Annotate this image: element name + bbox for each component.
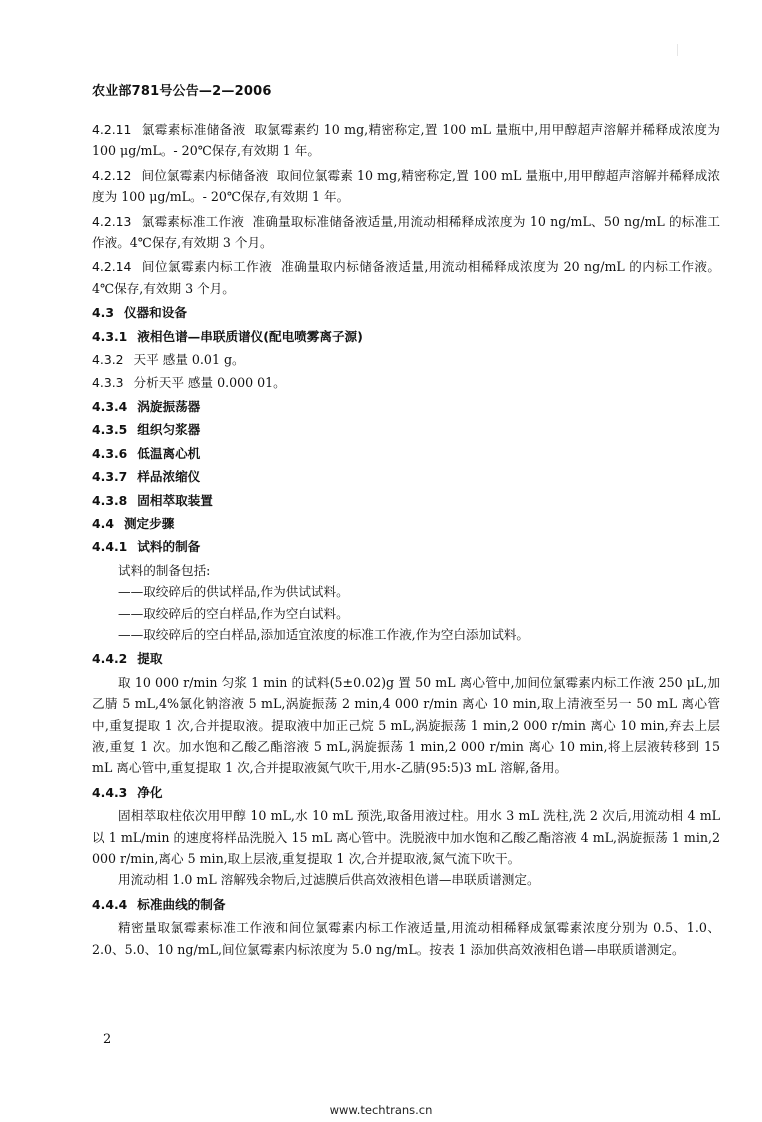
section-number: 4.3.5	[92, 422, 128, 438]
section-title: 低温离心机	[137, 445, 201, 461]
section-title: 仪器和设备	[123, 305, 187, 321]
scan-edge-mark	[677, 44, 678, 56]
section-number: 4.3.1	[92, 328, 128, 344]
section-number: 4.3.4	[92, 398, 128, 414]
page-number: 2	[103, 1032, 112, 1047]
section-body: 准确量取标准储备液适量,用流动相稀释成浓度为 10 ng/mL、50 ng/mL 的标准工作液。4℃保存,有效期 3 个月。	[92, 213, 720, 251]
section-title: 试料的制备	[137, 539, 201, 555]
section-title: 标准曲线的制备	[137, 896, 226, 912]
section-title: 净化	[137, 784, 163, 800]
section-title: 测定步骤	[123, 515, 175, 531]
section-title: 氯霉素标准工作液	[141, 213, 245, 229]
purify-body-1: 固相萃取柱依次用甲醇 10 mL,水 10 mL 预洗,取备用液过柱。用水 3 mL 洗柱,洗 2 次后,用流动相 4 mL 以 1 mL/min 的速度将样品洗脱入 15 mL 离心管中。洗脱液中加水饱和乙酸乙酯溶液 4 mL,涡旋振荡 1 min,2 000 r/min,离心 5 min,取上层液,重复提取 1 次,合并提取液,氮气流下吹干。	[92, 808, 720, 866]
prep-intro: 试料的制备包括:	[118, 562, 211, 578]
section-title: 氯霉素标准储备液	[141, 122, 246, 137]
section-number: 4.2.12	[92, 167, 132, 183]
section-body: 准确量取内标储备液适量,用流动相稀释成浓度为 20 ng/mL 的内标工作液。4℃保存,有效期 3 个月。	[92, 259, 720, 296]
list-item: ——取绞碎后的空白样品,作为空白试料。	[118, 605, 349, 621]
section-number: 4.3.8	[92, 492, 128, 508]
item-4-3-3	[92, 372, 720, 393]
curve-body: 精密量取氯霉素标准工作液和间位氯霉素内标工作液适量,用流动相稀释成氯霉素浓度分别为 0.5、1.0、2.0、5.0、10 ng/mL,间位氯霉素内标浓度为 5.0 ng/mL。按表 1 添加供高效液相色谱—串联质谱测定。	[92, 920, 720, 957]
section-title: 固相萃取装置	[137, 492, 213, 508]
heading-4-3-8	[92, 490, 720, 511]
section-number: 4.4	[92, 515, 114, 531]
section-number: 4.3.3	[92, 375, 124, 391]
heading-4-3-6	[92, 443, 720, 464]
section-4-2-13	[92, 211, 720, 254]
section-4-2-12	[92, 165, 720, 208]
heading-4-4-1	[92, 536, 720, 557]
heading-4-4-2	[92, 648, 720, 669]
section-title: 组织匀浆器	[137, 422, 201, 438]
heading-4-4	[92, 513, 720, 534]
section-title: 液相色谱—串联质谱仪(配电喷雾离子源)	[137, 328, 363, 344]
extract-body: 取 10 000 r/min 匀浆 1 min 的试料(5±0.02)g 置 50 mL 离心管中,加间位氯霉素内标工作液 250 μL,加乙腈 5 mL,4%氯化钠溶液 5 mL,涡旋振荡 2 min,4 000 r/min 离心 10 min,取上清液至另一 50 mL 离心管中,重复提取 1 次,合并提取液。提取液中加正己烷 5 mL,涡旋振荡 1 min,2 000 r/min 离心 10 min,弃去上层液,重复 1 次。加水饱和乙酸乙酯溶液 5 mL,涡旋振荡 1 min,2 000 r/min 离心 10 min,将上层液转移到 15 mL 离心管中,重复提取 1 次,合并提取液氮气吹干,用水-乙腈(95:5)3 mL 溶解,备用。	[92, 674, 720, 776]
section-number: 4.3.2	[92, 352, 124, 368]
footer-url: www.techtrans.cn	[329, 1103, 433, 1117]
section-body: 取间位氯霉素 10 mg,精密称定,置 100 mL 量瓶中,用甲醇超声溶解并稀释成浓度为 100 μg/mL。- 20℃保存,有效期 1 年。	[92, 167, 720, 205]
section-title: 提取	[137, 651, 163, 667]
section-body: 分析天平 感量 0.000 01。	[133, 375, 286, 391]
section-title: 间位氯霉素内标工作液	[141, 259, 273, 275]
heading-4-3-5	[92, 419, 720, 440]
section-number: 4.4.2	[92, 651, 128, 667]
section-number: 4.3.6	[92, 445, 128, 461]
section-body: 天平 感量 0.01 g。	[133, 352, 245, 368]
heading-4-3-7	[92, 466, 720, 487]
document-body	[92, 119, 720, 963]
list-item: ——取绞碎后的供试样品,作为供试试料。	[118, 584, 349, 600]
section-title: 间位氯霉素内标储备液	[141, 167, 269, 183]
section-title: 涡旋振荡器	[137, 398, 201, 414]
heading-4-3-1	[92, 326, 720, 347]
section-number: 4.2.13	[92, 213, 132, 229]
section-number: 4.2.14	[92, 259, 132, 275]
section-title: 样品浓缩仪	[137, 469, 201, 485]
heading-4-4-4	[92, 894, 720, 915]
section-number: 4.4.4	[92, 896, 128, 912]
list-item: ——取绞碎后的空白样品,添加适宜浓度的标准工作液,作为空白添加试料。	[118, 626, 530, 642]
purify-body-2: 用流动相 1.0 mL 溶解残余物后,过滤膜后供高效液相色谱—串联质谱测定。	[118, 872, 540, 888]
document-header: 农业部781号公告—2—2006	[92, 84, 272, 99]
section-number: 4.3	[92, 305, 114, 321]
section-number: 4.2.11	[92, 122, 132, 137]
section-4-2-14	[92, 256, 720, 299]
section-body: 取氯霉素约 10 mg,精密称定,置 100 mL 量瓶中,用甲醇超声溶解并稀释成浓度为 100 μg/mL。- 20℃保存,有效期 1 年。	[92, 122, 720, 159]
section-number: 4.4.3	[92, 784, 128, 800]
heading-4-3-4	[92, 396, 720, 417]
item-4-3-2	[92, 349, 720, 370]
heading-4-4-3	[92, 782, 720, 803]
section-number: 4.3.7	[92, 469, 128, 485]
section-number: 4.4.1	[92, 539, 128, 555]
heading-4-3	[92, 302, 720, 323]
section-4-2-11	[92, 119, 720, 162]
